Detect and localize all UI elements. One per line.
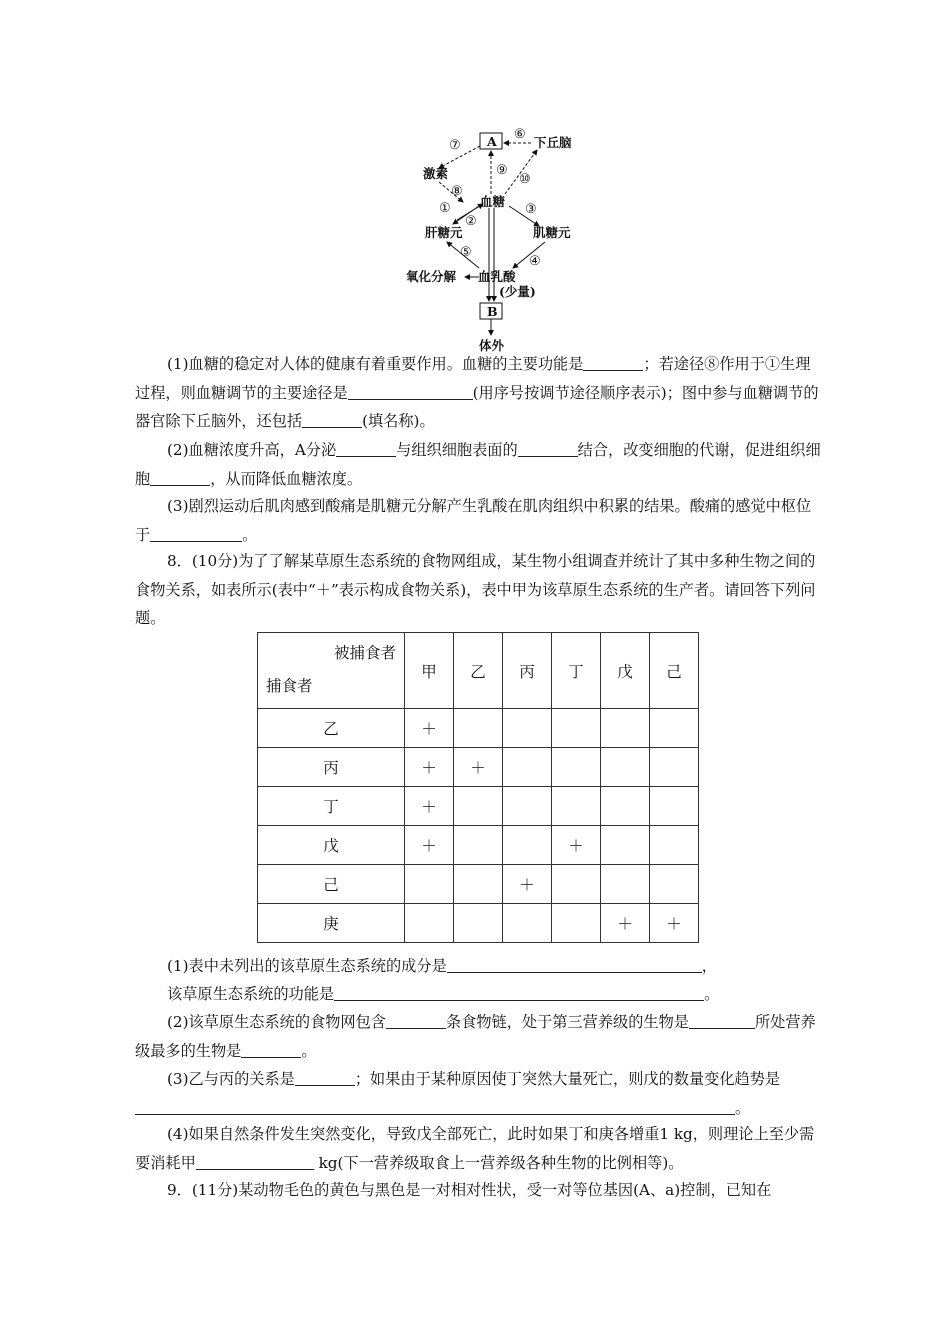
- q9-intro: 9．(11分)某动物毛色的黄色与黑色是一对相对性状，受一对等位基因(A、a)控制，已知在: [167, 1181, 772, 1199]
- q7-p3b: 。: [242, 525, 258, 544]
- q7-p1b: ；若途径⑧作用于①生理过程，则血糖调节的主要途径是: [135, 355, 811, 402]
- table-row: [258, 904, 699, 943]
- q7-p2b: 与组织细胞表面的: [396, 441, 518, 459]
- q8-sub1: [135, 952, 825, 981]
- relation-cell: [601, 865, 650, 904]
- answer-blank[interactable]: [386, 1010, 446, 1029]
- q8-s1a: (1)表中未列出的该草原生态系统的成分是: [167, 957, 447, 975]
- answer-blank[interactable]: [334, 982, 704, 1001]
- table-row: [258, 826, 699, 865]
- q8-s2d: 。: [301, 1041, 317, 1060]
- marker-2: ②: [465, 214, 477, 229]
- q8-s2c: 所处营养级最多的生物是: [135, 1013, 816, 1060]
- relation-cell: ＋: [405, 748, 454, 787]
- q8-s1c: 该草原生态系统的功能是: [167, 985, 335, 1003]
- relation-cell: [454, 904, 503, 943]
- col-header: 戊: [601, 633, 650, 709]
- answer-blank[interactable]: [196, 1151, 314, 1170]
- answer-blank[interactable]: [135, 1096, 735, 1115]
- answer-blank[interactable]: [447, 954, 702, 973]
- relation-cell: [503, 709, 552, 748]
- relation-cell: [503, 787, 552, 826]
- food-relation-table: [257, 632, 699, 943]
- table-row: [258, 748, 699, 787]
- q8-s2b: 条食物链，处于第三营养级的生物是: [445, 1013, 689, 1031]
- col-header: 乙: [454, 633, 503, 709]
- relation-cell: ＋: [650, 904, 699, 943]
- table-row: [258, 865, 699, 904]
- relation-cell: [454, 865, 503, 904]
- q7-p2d: ，从而降低血糖浓度。: [210, 469, 363, 488]
- q7-part3: [135, 492, 825, 549]
- answer-blank[interactable]: [348, 381, 473, 400]
- q8-s3a: (3)乙与丙的关系是: [167, 1070, 295, 1088]
- hypothalamus-label: 下丘脑: [534, 135, 572, 150]
- relation-cell: [650, 787, 699, 826]
- relation-cell: [601, 748, 650, 787]
- relation-cell: [552, 865, 601, 904]
- outside-label: 体外: [479, 338, 505, 353]
- row-header: 乙: [258, 709, 405, 748]
- table-header-row: [258, 633, 699, 709]
- marker-9: ⑨: [496, 163, 508, 178]
- relation-cell: [601, 826, 650, 865]
- relation-cell: [552, 787, 601, 826]
- relation-cell: [503, 748, 552, 787]
- answer-blank[interactable]: [518, 438, 578, 457]
- q7-part2: [135, 436, 825, 493]
- relation-cell: ＋: [405, 709, 454, 748]
- marker-8: ⑧: [451, 184, 463, 199]
- q7-p3a: (3)剧烈运动后肌肉感到酸痛是肌糖元分解产生乳酸在肌肉组织中积累的结果。酸痛的感觉中枢位于: [135, 497, 812, 544]
- relation-cell: [650, 709, 699, 748]
- q7-part1: [135, 350, 825, 436]
- q8-s4a: (4)如果自然条件发生突然变化，导致戊全部死亡，此时如果丁和庚各增重1 kg，则理论上至少需要消耗甲: [135, 1125, 815, 1172]
- q7-p2a: (2)血糖浓度升高，A分泌: [167, 441, 337, 459]
- relation-cell: [454, 709, 503, 748]
- answer-blank[interactable]: [689, 1010, 755, 1029]
- table-row: [258, 709, 699, 748]
- relation-cell: [650, 865, 699, 904]
- q7-p1a: (1)血糖的稳定对人体的健康有着重要作用。血糖的主要功能是: [167, 355, 584, 373]
- q8-s3b: ；如果由于某种原因使丁突然大量死亡，则戊的数量变化趋势是: [354, 1070, 781, 1088]
- relation-cell: [650, 826, 699, 865]
- relation-cell: [405, 904, 454, 943]
- q8-intro: 8．(10分)为了了解某草原生态系统的食物网组成，某生物小组调查并统计了其中多种生物之间的食物关系，如表所示(表中“＋”表示构成食物关系)，表中甲为该草原生态系统的生产者。请回答下列问题。: [135, 552, 816, 627]
- relation-cell: [454, 787, 503, 826]
- col-header: 丁: [552, 633, 601, 709]
- table-body: [258, 709, 699, 943]
- small-amount-label: (少量): [499, 284, 536, 299]
- marker-7: ⑦: [449, 138, 461, 153]
- relation-cell: ＋: [405, 826, 454, 865]
- answer-blank[interactable]: [150, 467, 210, 486]
- row-header: 丙: [258, 748, 405, 787]
- relation-cell: ＋: [552, 826, 601, 865]
- relation-cell: ＋: [503, 865, 552, 904]
- answer-blank[interactable]: [150, 523, 242, 542]
- q8-s3c: 。: [735, 1098, 751, 1117]
- relation-cell: [552, 748, 601, 787]
- corner-top-label: 被捕食者: [333, 644, 396, 662]
- relation-cell: [503, 904, 552, 943]
- col-header: 己: [650, 633, 699, 709]
- muscle-glycogen-label: 肌糖元: [533, 225, 571, 240]
- q8-s1d: 。: [704, 985, 720, 1003]
- q8-sub4: [135, 1120, 825, 1177]
- hormone-label: 激素: [423, 166, 449, 181]
- relation-cell: [552, 904, 601, 943]
- relation-cell: ＋: [405, 787, 454, 826]
- blood-sugar-diagram: [395, 122, 585, 354]
- corner-bottom-label: 捕食者: [266, 677, 313, 695]
- marker-1: ①: [439, 201, 451, 216]
- col-header: 甲: [405, 633, 454, 709]
- relation-cell: [650, 748, 699, 787]
- answer-blank[interactable]: [336, 438, 396, 457]
- col-header: 丙: [503, 633, 552, 709]
- row-header: 庚: [258, 904, 405, 943]
- relation-cell: [601, 787, 650, 826]
- answer-blank[interactable]: [583, 352, 643, 371]
- box-a-label: A: [487, 134, 497, 149]
- row-header: 丁: [258, 787, 405, 826]
- box-b-label: B: [487, 304, 498, 319]
- marker-10: ⑩: [519, 172, 531, 187]
- q8-s4b: kg(下一营养级取食上一营养级各种生物的比例相等)。: [313, 1153, 684, 1172]
- answer-blank[interactable]: [295, 1067, 355, 1086]
- relation-cell: [454, 826, 503, 865]
- relation-cell: ＋: [454, 748, 503, 787]
- q8-sub1-line2: [135, 980, 825, 1009]
- blood-sugar-label: 血糖: [480, 194, 506, 209]
- marker-3: ③: [525, 202, 537, 217]
- blood-lactate-label: 血乳酸: [478, 269, 516, 284]
- q8-sub3: [135, 1065, 825, 1122]
- marker-4: ④: [529, 254, 541, 269]
- liver-glycogen-label: 肝糖元: [425, 225, 463, 240]
- marker-5: ⑤: [460, 245, 472, 260]
- q8-sub2: [135, 1008, 825, 1065]
- answer-blank[interactable]: [302, 409, 362, 428]
- relation-cell: ＋: [601, 904, 650, 943]
- q8-s1b: ，: [701, 957, 717, 975]
- q8-s2a: (2)该草原生态系统的食物网包含: [167, 1013, 386, 1031]
- table-row: [258, 787, 699, 826]
- oxidation-label: 氧化分解: [406, 269, 457, 284]
- relation-cell: [405, 865, 454, 904]
- q7-p1d: (填名称)。: [362, 412, 435, 430]
- q7-p2c: 结合，改变细胞的代谢，促进组织细胞: [135, 441, 821, 488]
- relation-cell: [552, 709, 601, 748]
- relation-cell: [503, 826, 552, 865]
- corner-cell: [258, 633, 405, 709]
- marker-6: ⑥: [514, 127, 526, 142]
- row-header: 己: [258, 865, 405, 904]
- row-header: 戊: [258, 826, 405, 865]
- q7-p1c: (用序号按调节途径顺序表示)；图中参与血糖调节的器官除下丘脑外，还包括: [135, 383, 819, 430]
- relation-cell: [601, 709, 650, 748]
- answer-blank[interactable]: [241, 1039, 301, 1058]
